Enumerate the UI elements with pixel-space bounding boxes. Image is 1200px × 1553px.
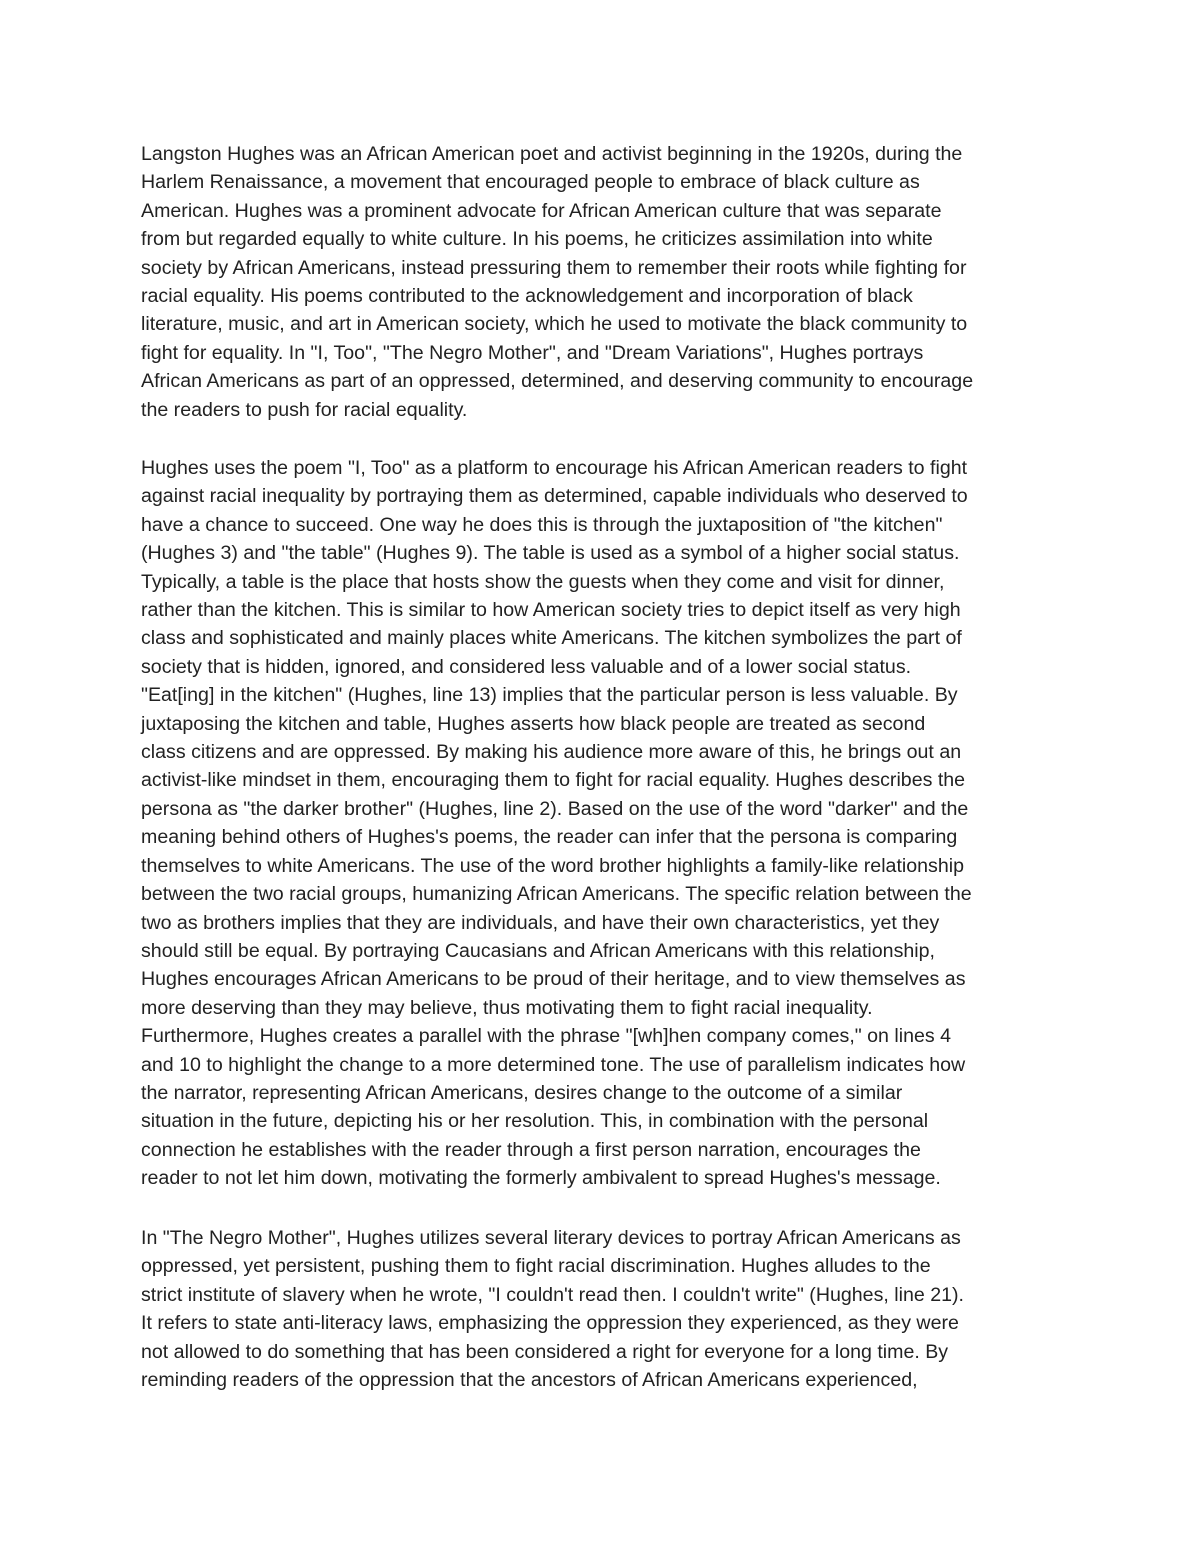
text-line: themselves to white Americans. The use of the word brother highlights a family-like relationship — [141, 854, 964, 877]
text-line: fight for equality. In "I, Too", "The Negro Mother", and "Dream Variations", Hughes portrays — [141, 341, 924, 364]
text-line: Furthermore, Hughes creates a parallel with the phrase "[wh]hen company comes," on lines 4 — [141, 1025, 952, 1048]
text-line: have a chance to succeed. One way he does this is through the juxtaposition of "the kitchen" — [141, 513, 943, 536]
text-line: two as brothers implies that they are individuals, and have their own characteristics, yet they — [141, 911, 940, 934]
text-line: should still be equal. By portraying Caucasians and African Americans with this relationship, — [141, 939, 935, 962]
text-line: It refers to state anti-literacy laws, emphasizing the oppression they experienced, as they were — [141, 1312, 959, 1335]
text-line: Typically, a table is the place that hosts show the guests when they come and visit for dinner, — [141, 570, 945, 593]
text-line: (Hughes 3) and "the table" (Hughes 9). The table is used as a symbol of a higher social status. — [141, 542, 960, 565]
text-line: In "The Negro Mother", Hughes utilizes several literary devices to portray African Americans as — [141, 1227, 961, 1249]
text-line: Harlem Renaissance, a movement that encouraged people to embrace of black culture as — [141, 171, 920, 194]
text-line: the narrator, representing African Americans, desires change to the outcome of a similar — [141, 1081, 903, 1104]
text-line: Hughes uses the poem "I, Too" as a platform to encourage his African American readers to fight — [141, 457, 968, 479]
text-line: class and sophisticated and mainly places white Americans. The kitchen symbolizes the part of — [141, 627, 962, 650]
text-line: activist-like mindset in them, encouraging them to fight for racial equality. Hughes describes the — [141, 769, 966, 792]
text-line: society that is hidden, ignored, and considered less valuable and of a lower social status. — [141, 655, 912, 678]
paragraph-negro-mother-analysis — [141, 1224, 1066, 1394]
text-line: Langston Hughes was an African American poet and activist beginning in the 1920s, during the — [141, 143, 963, 165]
text-line: rather than the kitchen. This is similar to how American society tries to depict itself as very high — [141, 599, 961, 622]
text-line: reminding readers of the oppression that the ancestors of African Americans experienced, — [141, 1369, 918, 1392]
text-line: situation in the future, depicting his or her resolution. This, in combination with the personal — [141, 1110, 929, 1133]
text-line: Hughes encourages African Americans to be proud of their heritage, and to view themselves as — [141, 968, 966, 991]
text-line: between the two racial groups, humanizing African Americans. The specific relation between the — [141, 883, 972, 906]
text-line: American. Hughes was a prominent advocate for African American culture that was separate — [141, 199, 942, 222]
text-line: African Americans as part of an oppressed, determined, and deserving community to encourage — [141, 370, 974, 393]
paragraph-introduction — [141, 140, 1066, 424]
text-line: strict institute of slavery when he wrote, "I couldn't read then. I couldn't write" (Hughes, line 21). — [141, 1283, 964, 1306]
text-line: oppressed, yet persistent, pushing them to fight racial discrimination. Hughes alludes to the — [141, 1255, 931, 1278]
text-line: not allowed to do something that has been considered a right for everyone for a long time. By — [141, 1340, 949, 1363]
text-line: racial equality. His poems contributed to the acknowledgement and incorporation of black — [141, 285, 913, 308]
text-line: connection he establishes with the reader through a first person narration, encourages the — [141, 1138, 921, 1161]
text-line: and 10 to highlight the change to a more determined tone. The use of parallelism indicates how — [141, 1053, 966, 1076]
text-line: society by African Americans, instead pressuring them to remember their roots while fighting for — [141, 256, 967, 279]
text-line: from but regarded equally to white culture. In his poems, he criticizes assimilation into white — [141, 228, 933, 251]
text-line: the readers to push for racial equality. — [141, 398, 468, 421]
text-line: reader to not let him down, motivating the formerly ambivalent to spread Hughes's message. — [141, 1167, 941, 1190]
text-line: meaning behind others of Hughes's poems, the reader can infer that the persona is comparing — [141, 826, 958, 849]
text-line: persona as "the darker brother" (Hughes, line 2). Based on the use of the word "darker" and the — [141, 797, 969, 820]
paragraph-i-too-analysis — [141, 454, 1066, 1193]
text-line: class citizens and are oppressed. By making his audience more aware of this, he brings out an — [141, 741, 962, 764]
text-line: more deserving than they may believe, thus motivating them to fight racial inequality. — [141, 996, 873, 1019]
text-line: against racial inequality by portraying them as determined, capable individuals who deserved to — [141, 485, 968, 508]
text-line: literature, music, and art in American society, which he used to motivate the black community to — [141, 313, 968, 336]
text-line: juxtaposing the kitchen and table, Hughes asserts how black people are treated as second — [141, 712, 926, 735]
text-line: "Eat[ing] in the kitchen" (Hughes, line 13) implies that the particular person is less valuable. By — [141, 684, 958, 707]
